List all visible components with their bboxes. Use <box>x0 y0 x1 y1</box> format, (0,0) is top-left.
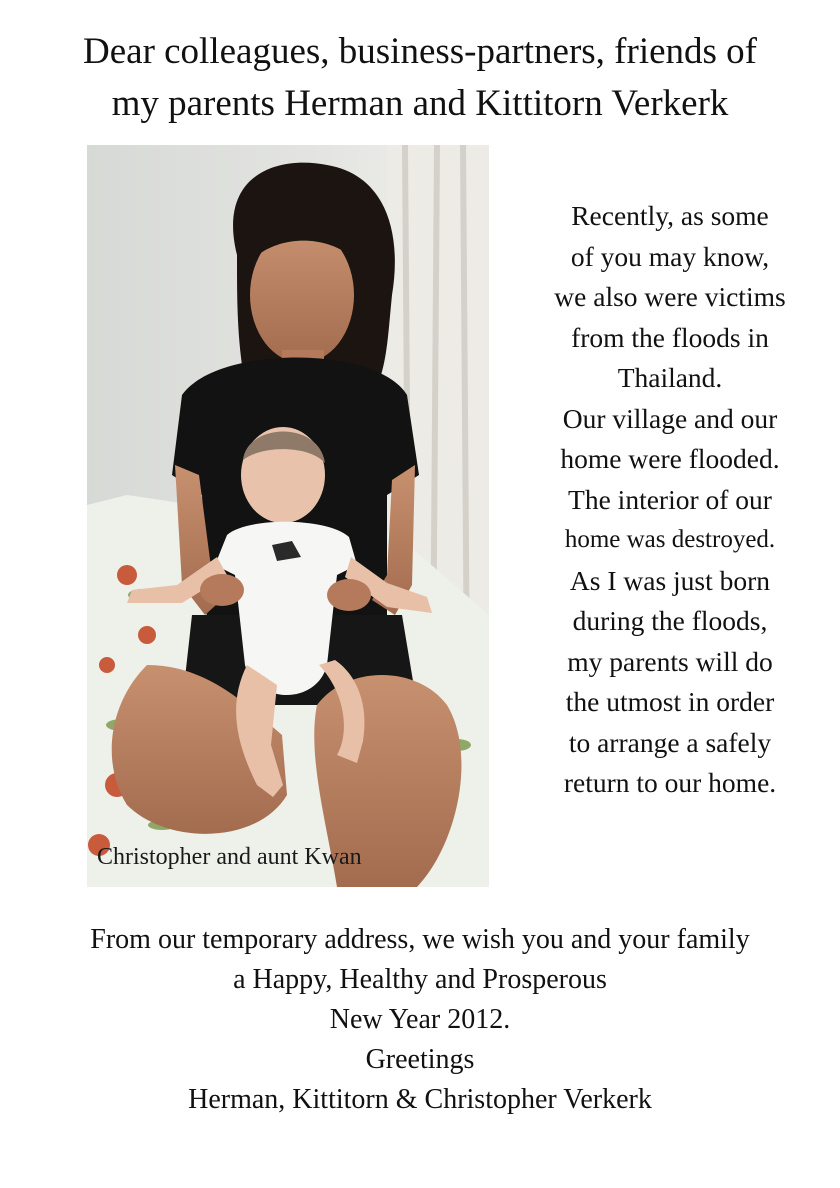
story-line: during the floods, <box>572 605 768 636</box>
story-line: home was destroyed. <box>564 526 776 553</box>
heading-line-1: Dear colleagues, business-partners, friends of <box>83 31 757 72</box>
signature: Herman, Kittitorn & Christopher Verkerk <box>188 1084 652 1115</box>
story-line: we also were victims <box>554 281 786 312</box>
story-line: from the floods in <box>571 321 769 353</box>
story-line: home were flooded. <box>560 443 780 474</box>
photo-illustration <box>87 145 489 887</box>
new-year-greeting <box>20 920 820 1120</box>
story-line: the utmost in order <box>565 686 775 717</box>
story-line: Our village and our <box>562 402 778 434</box>
story-line: my parents will do <box>567 645 773 677</box>
photo-caption: Christopher and aunt Kwan <box>97 844 362 870</box>
story-line: to arrange a safely <box>568 726 772 758</box>
letter-heading <box>20 26 820 130</box>
closing-line: New Year 2012. <box>329 1004 511 1035</box>
story-line: of you may know, <box>570 240 770 272</box>
closing-line: From our temporary address, we wish you and your family <box>90 924 750 955</box>
family-photo <box>87 145 489 887</box>
story-line: As I was just born <box>569 564 771 596</box>
story-line: Recently, as some <box>571 200 769 231</box>
closing-line: a Happy, Healthy and Prosperous <box>233 964 607 995</box>
story-line: Thailand. <box>617 362 723 393</box>
story-line: return to our home. <box>563 767 777 798</box>
flood-story <box>505 196 835 804</box>
story-line: The interior of our <box>568 483 772 515</box>
heading-line-2: my parents Herman and Kittitorn Verkerk <box>111 83 729 124</box>
closing-line: Greetings <box>365 1044 475 1075</box>
